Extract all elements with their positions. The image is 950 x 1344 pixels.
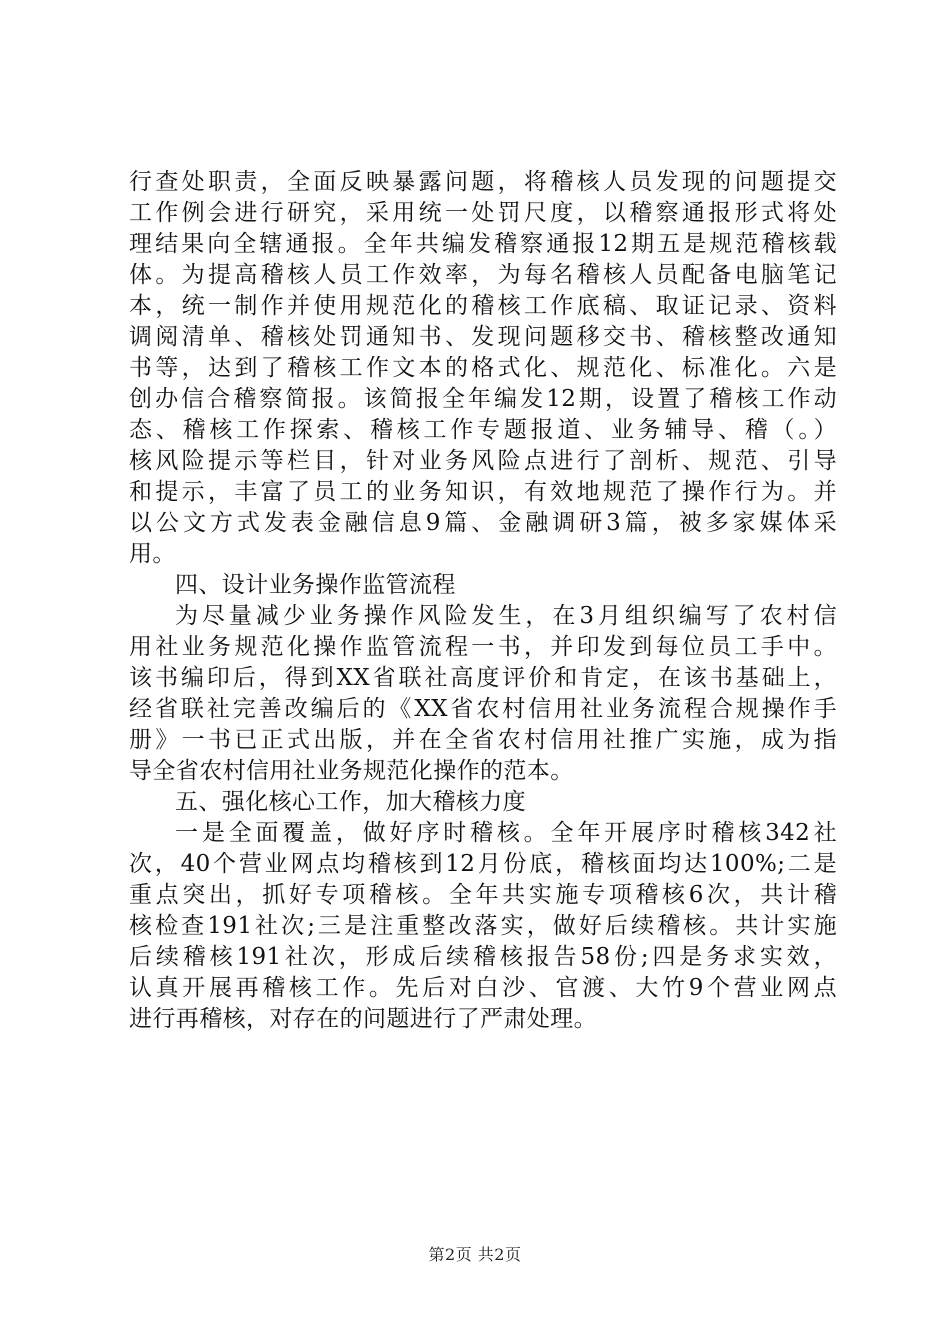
text-line: 核检查191社次;三是注重整改落实，做好后续稽核。共计实施 bbox=[129, 913, 837, 939]
text-line: 理结果向全辖通报。全年共编发稽察通报12期五是规范稽核载 bbox=[129, 231, 837, 257]
text-line: 工作例会进行研究，采用统一处罚尺度，以稽察通报形式将处 bbox=[129, 200, 837, 226]
text-line: 体。为提高稽核人员工作效率，为每名稽核人员配备电脑笔记 bbox=[129, 262, 837, 288]
text-line: 用社业务规范化操作监管流程一书，并印发到每位员工手中。 bbox=[129, 634, 837, 660]
text-line: 该书编印后，得到XX省联社高度评价和肯定，在该书基础上， bbox=[129, 665, 837, 691]
text-line: 一是全面覆盖，做好序时稽核。全年开展序时稽核342社 bbox=[175, 820, 837, 846]
body-paragraph bbox=[129, 818, 837, 1035]
text-line: 册》一书已正式出版，并在全省农村信用社推广实施，成为指 bbox=[129, 727, 837, 753]
text-line: 以公文方式发表金融信息9篇、金融调研3篇，被多家媒体采 bbox=[129, 510, 837, 536]
text-line: 本，统一制作并使用规范化的稽核工作底稿、取证记录、资料 bbox=[129, 293, 837, 319]
text-line: 调阅清单、稽核处罚通知书、发现问题移交书、稽核整改通知 bbox=[129, 324, 837, 350]
text-line: 次，40个营业网点均稽核到12月份底，稽核面均达100%;二是 bbox=[129, 851, 837, 877]
text-line: 书等，达到了稽核工作文本的格式化、规范化、标准化。六是 bbox=[129, 355, 837, 381]
text-line: 为尽量减少业务操作风险发生，在3月组织编写了农村信 bbox=[175, 603, 837, 629]
text-line: 态、稽核工作探索、稽核工作专题报道、业务辅导、稽（。） bbox=[129, 417, 837, 443]
text-line: 核风险提示等栏目，针对业务风险点进行了剖析、规范、引导 bbox=[129, 448, 837, 474]
document-body bbox=[129, 167, 837, 1035]
text-line: 行查处职责，全面反映暴露问题，将稽核人员发现的问题提交 bbox=[129, 169, 837, 195]
text-line: 创办信合稽察简报。该简报全年编发12期，设置了稽核工作动 bbox=[129, 386, 837, 412]
body-paragraph bbox=[129, 167, 837, 570]
text-line: 认真开展再稽核工作。先后对白沙、官渡、大竹9个营业网点 bbox=[129, 975, 837, 1001]
section-heading: 四、设计业务操作监管流程 bbox=[175, 572, 456, 598]
text-line: 重点突出，抓好专项稽核。全年共实施专项稽核6次，共计稽 bbox=[129, 882, 837, 908]
text-line: 后续稽核191社次，形成后续稽核报告58份;四是务求实效， bbox=[129, 944, 837, 970]
page-footer: 第2页 共2页 bbox=[428, 1245, 522, 1264]
text-line: 用。 bbox=[129, 541, 176, 567]
text-line: 导全省农村信用社业务规范化操作的范本。 bbox=[129, 758, 574, 784]
text-line: 和提示，丰富了员工的业务知识，有效地规范了操作行为。并 bbox=[129, 479, 837, 505]
text-line: 进行再稽核，对存在的问题进行了严肃处理。 bbox=[129, 1006, 597, 1032]
text-line: 经省联社完善改编后的《XX省农村信用社业务流程合规操作手 bbox=[129, 696, 837, 722]
section-heading: 五、强化核心工作，加大稽核力度 bbox=[175, 789, 526, 815]
body-paragraph bbox=[129, 601, 837, 787]
